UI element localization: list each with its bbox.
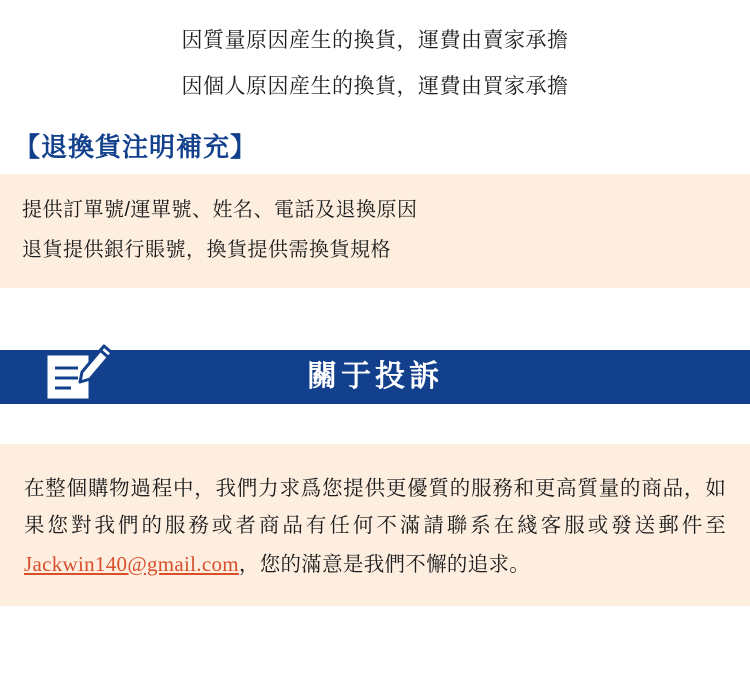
note-line: 提供訂單號/運單號、姓名、電話及退換原因 xyxy=(22,199,418,221)
complaint-text-block xyxy=(0,444,750,606)
return-policy-lines xyxy=(0,0,750,109)
policy-line: 因個人原因産生的換貨，運費由買家承擔 xyxy=(181,74,569,98)
complaint-paragraph xyxy=(24,470,726,583)
policy-line: 因質量原因産生的換貨，運費由賣家承擔 xyxy=(181,29,569,52)
return-note-block xyxy=(0,174,750,288)
return-note-heading: 【退換貨注明補充】 xyxy=(14,132,258,162)
complaint-banner xyxy=(0,336,750,408)
banner-title: 關于投訴 xyxy=(307,360,443,393)
pencil-note-icon xyxy=(38,336,114,408)
support-email-link[interactable]: Jackwin140@gmail.com xyxy=(24,551,239,576)
complaint-text-after: ，您的滿意是我們不懈的追求。 xyxy=(238,552,531,576)
complaint-text-before: 在整個購物過程中，我們力求爲您提供更優質的服務和更高質量的商品，如果您對我們的服務或者商品有任何不滿請聯系在綫客服或發送郵件至 xyxy=(24,477,726,538)
note-line: 退貨提供銀行賬號，換貨提供需換貨規格 xyxy=(22,239,391,261)
